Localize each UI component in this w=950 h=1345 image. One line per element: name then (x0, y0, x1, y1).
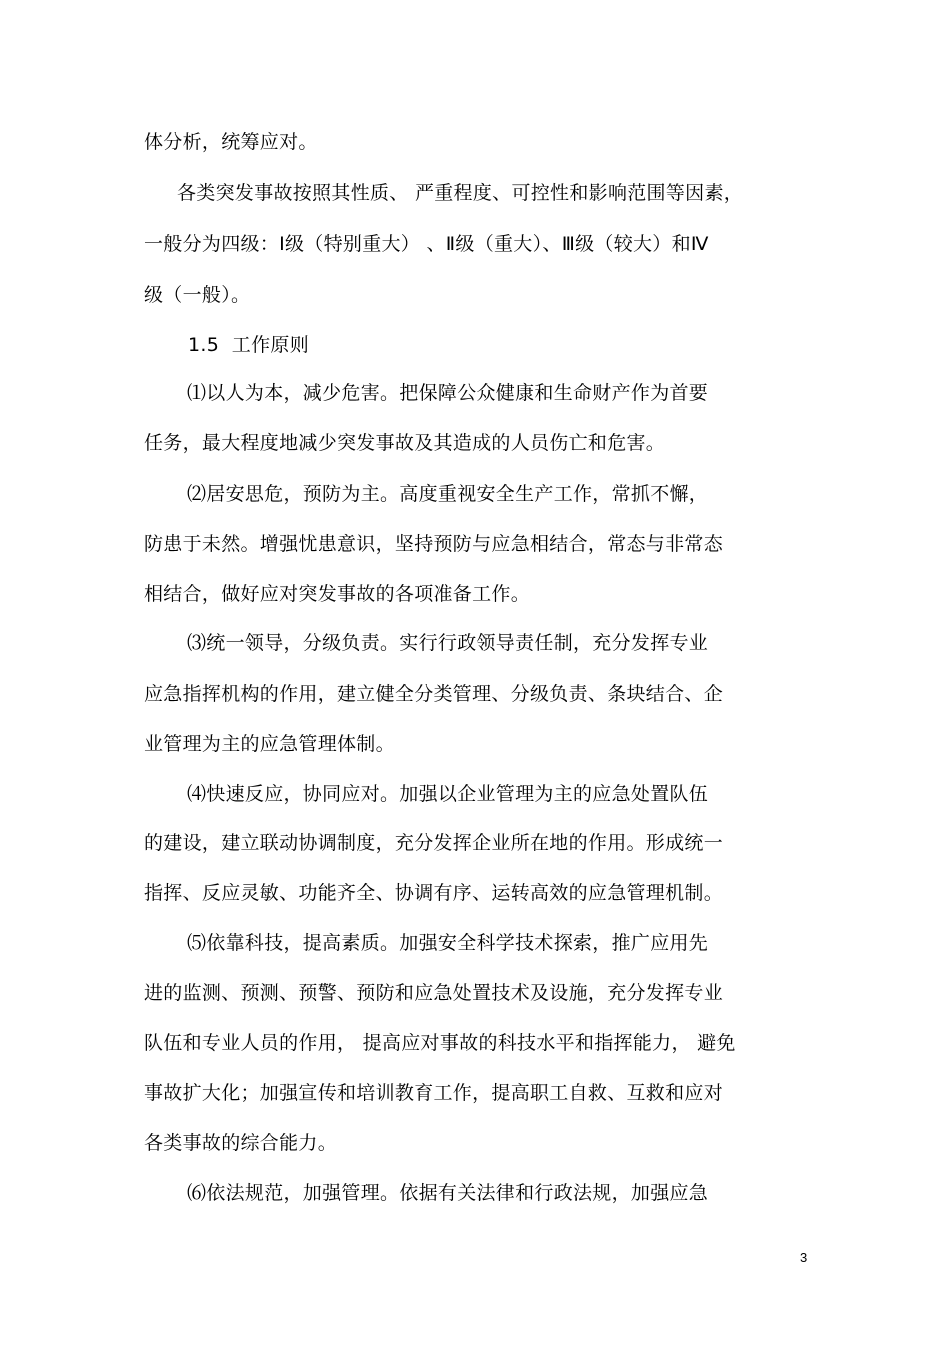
text-line: ⑵居安思危，预防为主。高度重视安全生产工作，常抓不懈， (187, 483, 709, 505)
text-line: 体分析，统筹应对。 (144, 131, 318, 153)
text-line: 事故扩大化；加强宣传和培训教育工作，提高职工自救、互救和应对 (144, 1082, 724, 1104)
text-line: 相结合，做好应对突发事故的各项准备工作。 (144, 583, 531, 605)
page-number: 3 (800, 1250, 808, 1265)
text-line: ⑷快速反应，协同应对。加强以企业管理为主的应急处置队伍 (187, 783, 709, 805)
text-line: ⑹依法规范，加强管理。依据有关法律和行政法规，加强应急 (187, 1182, 709, 1204)
text-line: 防患于未然。增强忧患意识，坚持预防与应急相结合，常态与非常态 (144, 533, 724, 555)
section-heading: 1.5 工作原则 (188, 334, 309, 356)
text-line: 任务，最大程度地减少突发事故及其造成的人员伤亡和危害。 (144, 432, 666, 454)
text-line: 的建设，建立联动协调制度，充分发挥企业所在地的作用。形成统一 (144, 832, 724, 854)
text-line: 指挥、反应灵敏、功能齐全、协调有序、运转高效的应急管理机制。 (144, 882, 724, 904)
text-line: 一般分为四级：Ⅰ级（特别重大） 、Ⅱ级（重大）、Ⅲ级（较大）和Ⅳ (144, 233, 709, 255)
text-line: 级（一般）。 (144, 284, 251, 306)
text-line: ⑴以人为本，减少危害。把保障公众健康和生命财产作为首要 (187, 382, 709, 404)
text-line: 队伍和专业人员的作用， 提高应对事故的科技水平和指挥能力， 避免 (144, 1032, 736, 1054)
text-line: ⑶统一领导，分级负责。实行行政领导责任制，充分发挥专业 (187, 632, 709, 654)
text-line: 应急指挥机构的作用，建立健全分类管理、分级负责、条块结合、企 (144, 683, 724, 705)
text-line: 进的监测、预测、预警、预防和应急处置技术及设施，充分发挥专业 (144, 982, 724, 1004)
text-line: ⑸依靠科技，提高素质。加强安全科学技术探索，推广应用先 (187, 932, 709, 954)
text-line: 各类事故的综合能力。 (144, 1132, 338, 1154)
text-line: 各类突发事故按照其性质、 严重程度、可控性和影响范围等因素， (177, 182, 744, 204)
text-line: 业管理为主的应急管理体制。 (144, 733, 395, 755)
